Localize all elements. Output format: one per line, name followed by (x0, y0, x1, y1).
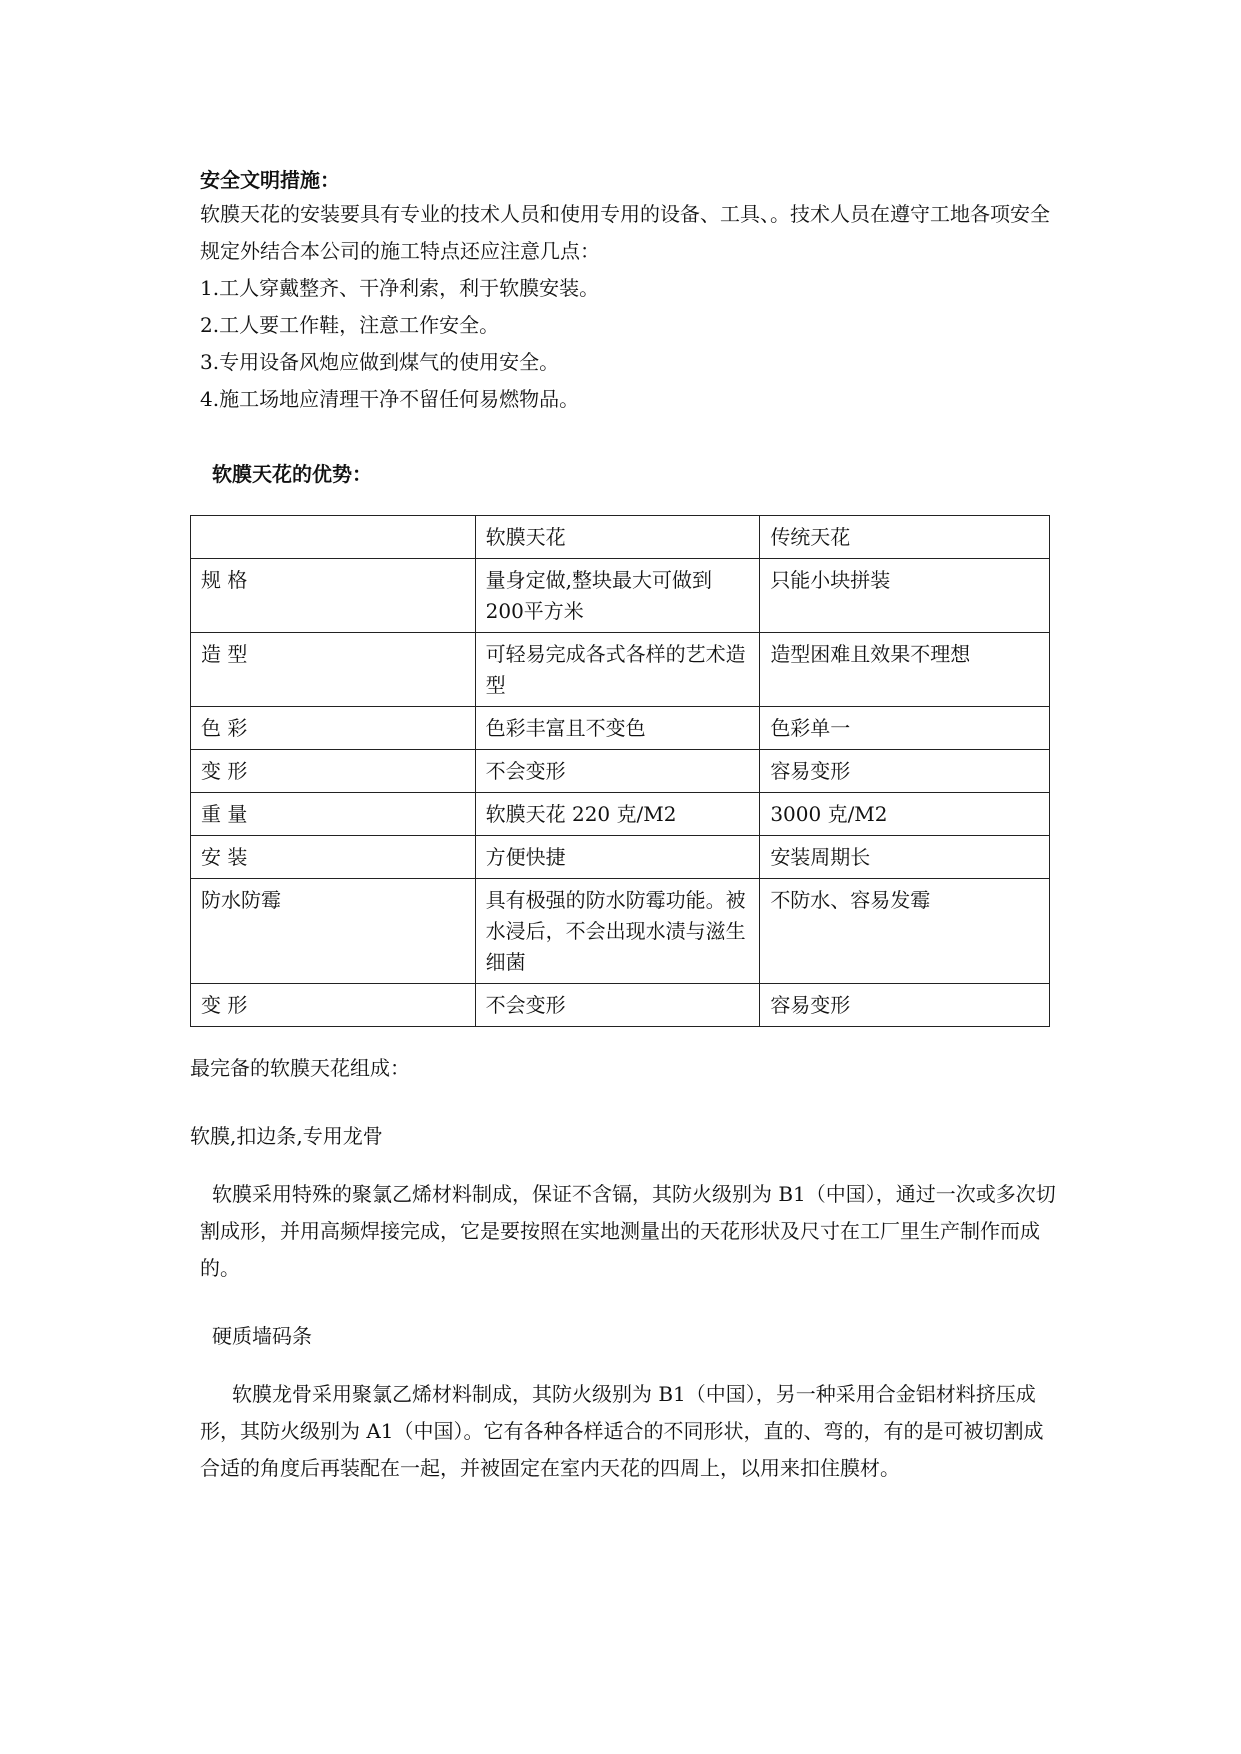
table-cell: 不会变形 (475, 750, 760, 793)
table-cell: 防水防霉 (191, 879, 476, 984)
table-cell: 方便快捷 (475, 836, 760, 879)
table-cell: 造型困难且效果不理想 (760, 633, 1050, 707)
safety-point: 1.工人穿戴整齐、干净利索，利于软膜安装。 (200, 276, 600, 300)
table-cell: 变 形 (191, 984, 476, 1027)
table-header-row (191, 516, 1050, 559)
table-cell: 容易变形 (760, 984, 1050, 1027)
table-cell: 安 装 (191, 836, 476, 879)
table-cell: 色彩单一 (760, 707, 1050, 750)
safety-measures-body (200, 196, 1060, 418)
table-cell: 变 形 (191, 750, 476, 793)
table-header-cell: 传统天花 (760, 516, 1050, 559)
table-cell: 量身定做,整块最大可做到200平方米 (475, 559, 760, 633)
table-cell: 规 格 (191, 559, 476, 633)
table-header-cell (191, 516, 476, 559)
safety-measures-title: 安全文明措施： (200, 168, 340, 192)
table-cell: 不防水、容易发霉 (760, 879, 1050, 984)
table-row (191, 879, 1050, 984)
table-row (191, 559, 1050, 633)
membrane-paragraph: 软膜采用特殊的聚氯乙烯材料制成，保证不含镉，其防火级别为 B1（中国），通过一次或多次切割成形，并用高频焊接完成，它是要按照在实地测量出的天花形状及尺寸在工厂里生产制作而成的。 (200, 1182, 1056, 1280)
table-row (191, 750, 1050, 793)
table-cell: 重 量 (191, 793, 476, 836)
safety-point: 4.施工场地应清理干净不留任何易燃物品。 (200, 387, 580, 411)
advantages-title: 软膜天花的优势： (212, 462, 372, 486)
table-cell: 色 彩 (191, 707, 476, 750)
table-header-cell: 软膜天花 (475, 516, 760, 559)
table-cell: 只能小块拼装 (760, 559, 1050, 633)
table-row (191, 633, 1050, 707)
keel-paragraph: 软膜龙骨采用聚氯乙烯材料制成，其防火级别为 B1（中国），另一种采用合金铝材料挤压成形，其防火级别为 A1（中国）。它有各种各样适合的不同形状，直的、弯的，有的是可被切割成合适的角度后再装配在一起，并被固定在室内天花的四周上，以用来扣住膜材。 (200, 1382, 1044, 1480)
composition-title: 最完备的软膜天花组成： (190, 1056, 410, 1080)
composition-subtitle: 软膜,扣边条,专用龙骨 (190, 1124, 383, 1148)
table-cell: 造 型 (191, 633, 476, 707)
table-cell: 3000 克/M2 (760, 793, 1050, 836)
table-cell: 色彩丰富且不变色 (475, 707, 760, 750)
table-row (191, 707, 1050, 750)
table-row (191, 836, 1050, 879)
wall-strip-subtitle: 硬质墙码条 (212, 1324, 312, 1348)
table-cell: 不会变形 (475, 984, 760, 1027)
comparison-table (190, 515, 1050, 1027)
table-cell: 软膜天花 220 克/M2 (475, 793, 760, 836)
table-row (191, 793, 1050, 836)
table-cell: 可轻易完成各式各样的艺术造型 (475, 633, 760, 707)
table-cell: 安装周期长 (760, 836, 1050, 879)
safety-point: 3.专用设备风炮应做到煤气的使用安全。 (200, 350, 560, 374)
table-cell: 容易变形 (760, 750, 1050, 793)
safety-intro: 软膜天花的安装要具有专业的技术人员和使用专用的设备、工具、。技术人员在遵守工地各项安全规定外结合本公司的施工特点还应注意几点： (200, 202, 1050, 263)
table-row (191, 984, 1050, 1027)
table-cell: 具有极强的防水防霉功能。被水浸后，不会出现水渍与滋生细菌 (475, 879, 760, 984)
safety-point: 2.工人要工作鞋，注意工作安全。 (200, 313, 500, 337)
